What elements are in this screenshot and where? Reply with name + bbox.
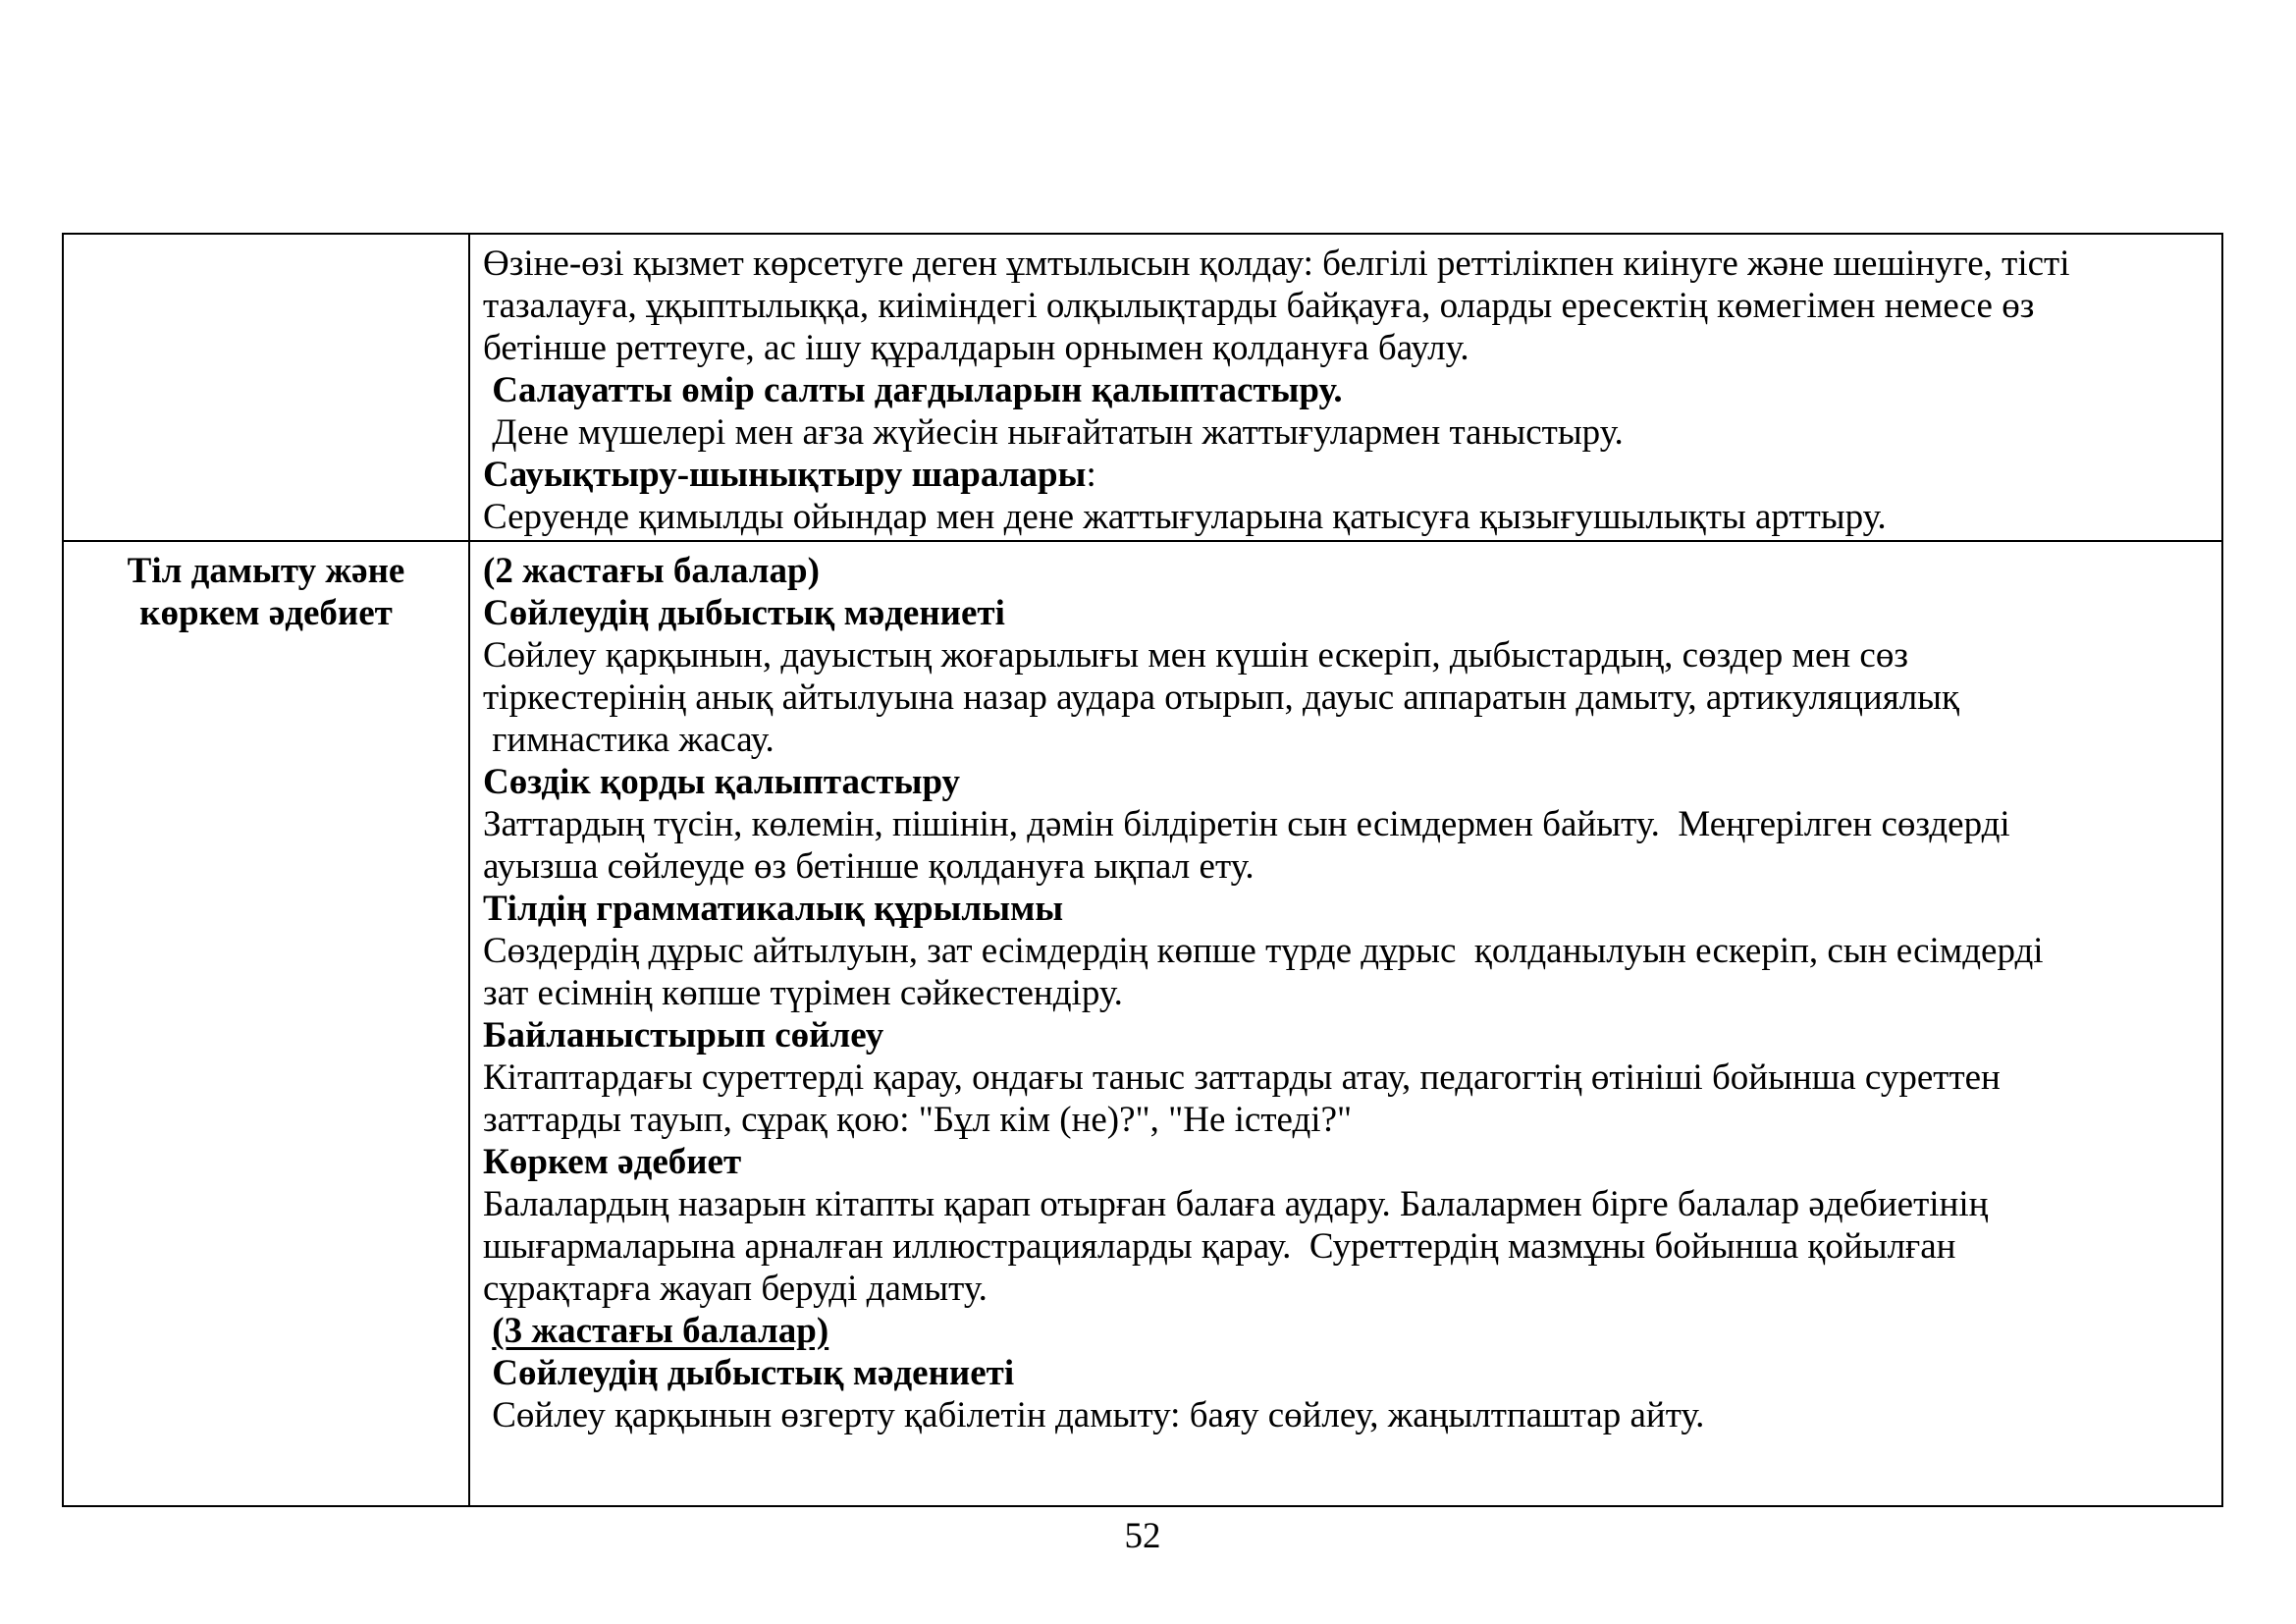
text-line-body: зат есімнің көпше түрімен сәйкестендіру. — [483, 973, 1123, 1013]
text-line — [483, 1394, 2214, 1436]
text-line — [483, 972, 2214, 1014]
text-line-emphasis: (2 жастағы балалар) — [483, 551, 820, 591]
text-line — [483, 1141, 2214, 1183]
text-line-body: Балалардың назарын кітапты қарап отырған балаға аудару. Балалармен бірге балалар әдебиетінің — [483, 1184, 1989, 1224]
text-line-body: бетінше реттеуге, ас ішу құралдарын орнымен қолдануға баулу. — [483, 328, 1469, 368]
page-number: 52 — [1124, 1516, 1161, 1556]
text-line-body: заттарды тауып, сұрақ қою: "Бұл кім (не)?", "Не істеді?" — [483, 1100, 1353, 1140]
text-line-emphasis: (3 жастағы балалар) — [492, 1311, 829, 1351]
text-line-body: Сөйлеу қарқынын өзгерту қабілетін дамыту: баяу сөйлеу, жаңылтпаштар айту. — [492, 1395, 1705, 1435]
text-line-emphasis: Салауатты өмір салты дағдыларын қалыптастыру. — [492, 370, 1343, 410]
content-cell — [470, 235, 2221, 540]
content-table — [62, 233, 2223, 1507]
text-line — [483, 761, 2214, 803]
text-line — [483, 369, 2214, 411]
text-line-body: Өзіне-өзі қызмет көрсетуге деген ұмтылысын қолдау: белгілі реттілікпен киінуге және шешінуге, тісті — [483, 244, 2070, 284]
text-line — [483, 888, 2214, 930]
text-line-body: тазалауға, ұқыптылыққа, киіміндегі олқылықтарды байқауға, оларды ересектің көмегімен немесе өз — [483, 286, 2035, 326]
category-cell — [64, 542, 470, 1505]
text-line-emphasis: Сауықтыру-шынықтыру шаралары — [483, 455, 1087, 495]
text-line-body: Сөздердің дұрыс айтылуын, зат есімдердің көпше түрде дұрыс қолданылуын ескеріп, сын есімдерді — [483, 931, 2044, 971]
text-line-body: сұрақтарға жауап беруді дамыту. — [483, 1269, 988, 1309]
text-line — [483, 1225, 2214, 1268]
table-row-language-development — [64, 540, 2221, 1505]
text-line — [483, 1056, 2214, 1099]
text-line-body: гимнастика жасау. — [492, 720, 774, 760]
text-line — [64, 550, 468, 592]
text-line — [483, 1352, 2214, 1394]
text-line-emphasis: Байланыстырып сөйлеу — [483, 1015, 884, 1056]
text-line — [483, 285, 2214, 327]
text-line — [483, 327, 2214, 369]
text-line — [483, 845, 2214, 888]
text-line — [483, 496, 2214, 538]
text-line — [483, 1183, 2214, 1225]
text-line-body: Заттардың түсін, көлемін, пішінін, дәмін білдіретін сын есімдермен байыту. Меңгерілген сөздерді — [483, 804, 2010, 844]
text-line — [483, 1014, 2214, 1056]
text-line-body: Кітаптардағы суреттерді қарау, ондағы таныс заттарды атау, педагогтің өтініші бойынша суреттен — [483, 1057, 2001, 1098]
text-line — [483, 1310, 2214, 1352]
text-line-emphasis: Тілдің грамматикалық құрылымы — [483, 889, 1064, 929]
text-line-body: Сөйлеу қарқынын, дауыстың жоғарылығы мен күшін ескеріп, дыбыстардың, сөздер мен сөз — [483, 635, 1908, 676]
text-line-body: Тіл дамыту және — [127, 551, 405, 591]
text-line — [483, 677, 2214, 719]
text-line-emphasis: Сөздік қорды қалыптастыру — [483, 762, 961, 802]
text-line — [483, 592, 2214, 634]
text-line — [483, 803, 2214, 845]
text-line-body: шығармаларына арналған иллюстрацияларды қарау. Суреттердің мазмұны бойынша қойылған — [483, 1226, 1956, 1267]
text-line: Сауықтыру-шынықтыру шаралары: — [483, 455, 1096, 495]
content-cell — [470, 542, 2221, 1505]
text-line — [483, 719, 2214, 761]
text-line-body: көркем әдебиет — [139, 593, 393, 633]
text-line — [483, 1099, 2214, 1141]
text-line — [483, 550, 2214, 592]
text-line — [483, 1268, 2214, 1310]
text-line — [483, 634, 2214, 677]
category-cell-empty — [64, 235, 470, 540]
text-line-emphasis: Сөйлеудің дыбыстық мәдениеті — [492, 1353, 1015, 1393]
text-line — [483, 411, 2214, 454]
text-line-body: Дене мүшелері мен ағза жүйесін нығайтатын жаттығулармен таныстыру. — [492, 412, 1624, 453]
text-line-body: тіркестерінің анық айтылуына назар аудара отырып, дауыс аппаратын дамыту, артикуляциялық — [483, 677, 1960, 718]
text-line — [64, 592, 468, 634]
text-line — [483, 243, 2214, 285]
text-line — [483, 930, 2214, 972]
text-line-emphasis: Сөйлеудің дыбыстық мәдениеті — [483, 593, 1005, 633]
text-line-body: ауызша сөйлеуде өз бетінше қолдануға ықпал ету. — [483, 846, 1255, 887]
text-line-emphasis: Көркем әдебиет — [483, 1142, 742, 1182]
text-line-body: Серуенде қимылды ойындар мен дене жаттығуларына қатысуға қызығушылықты арттыру. — [483, 497, 1887, 537]
table-row-continuation — [64, 235, 2221, 540]
